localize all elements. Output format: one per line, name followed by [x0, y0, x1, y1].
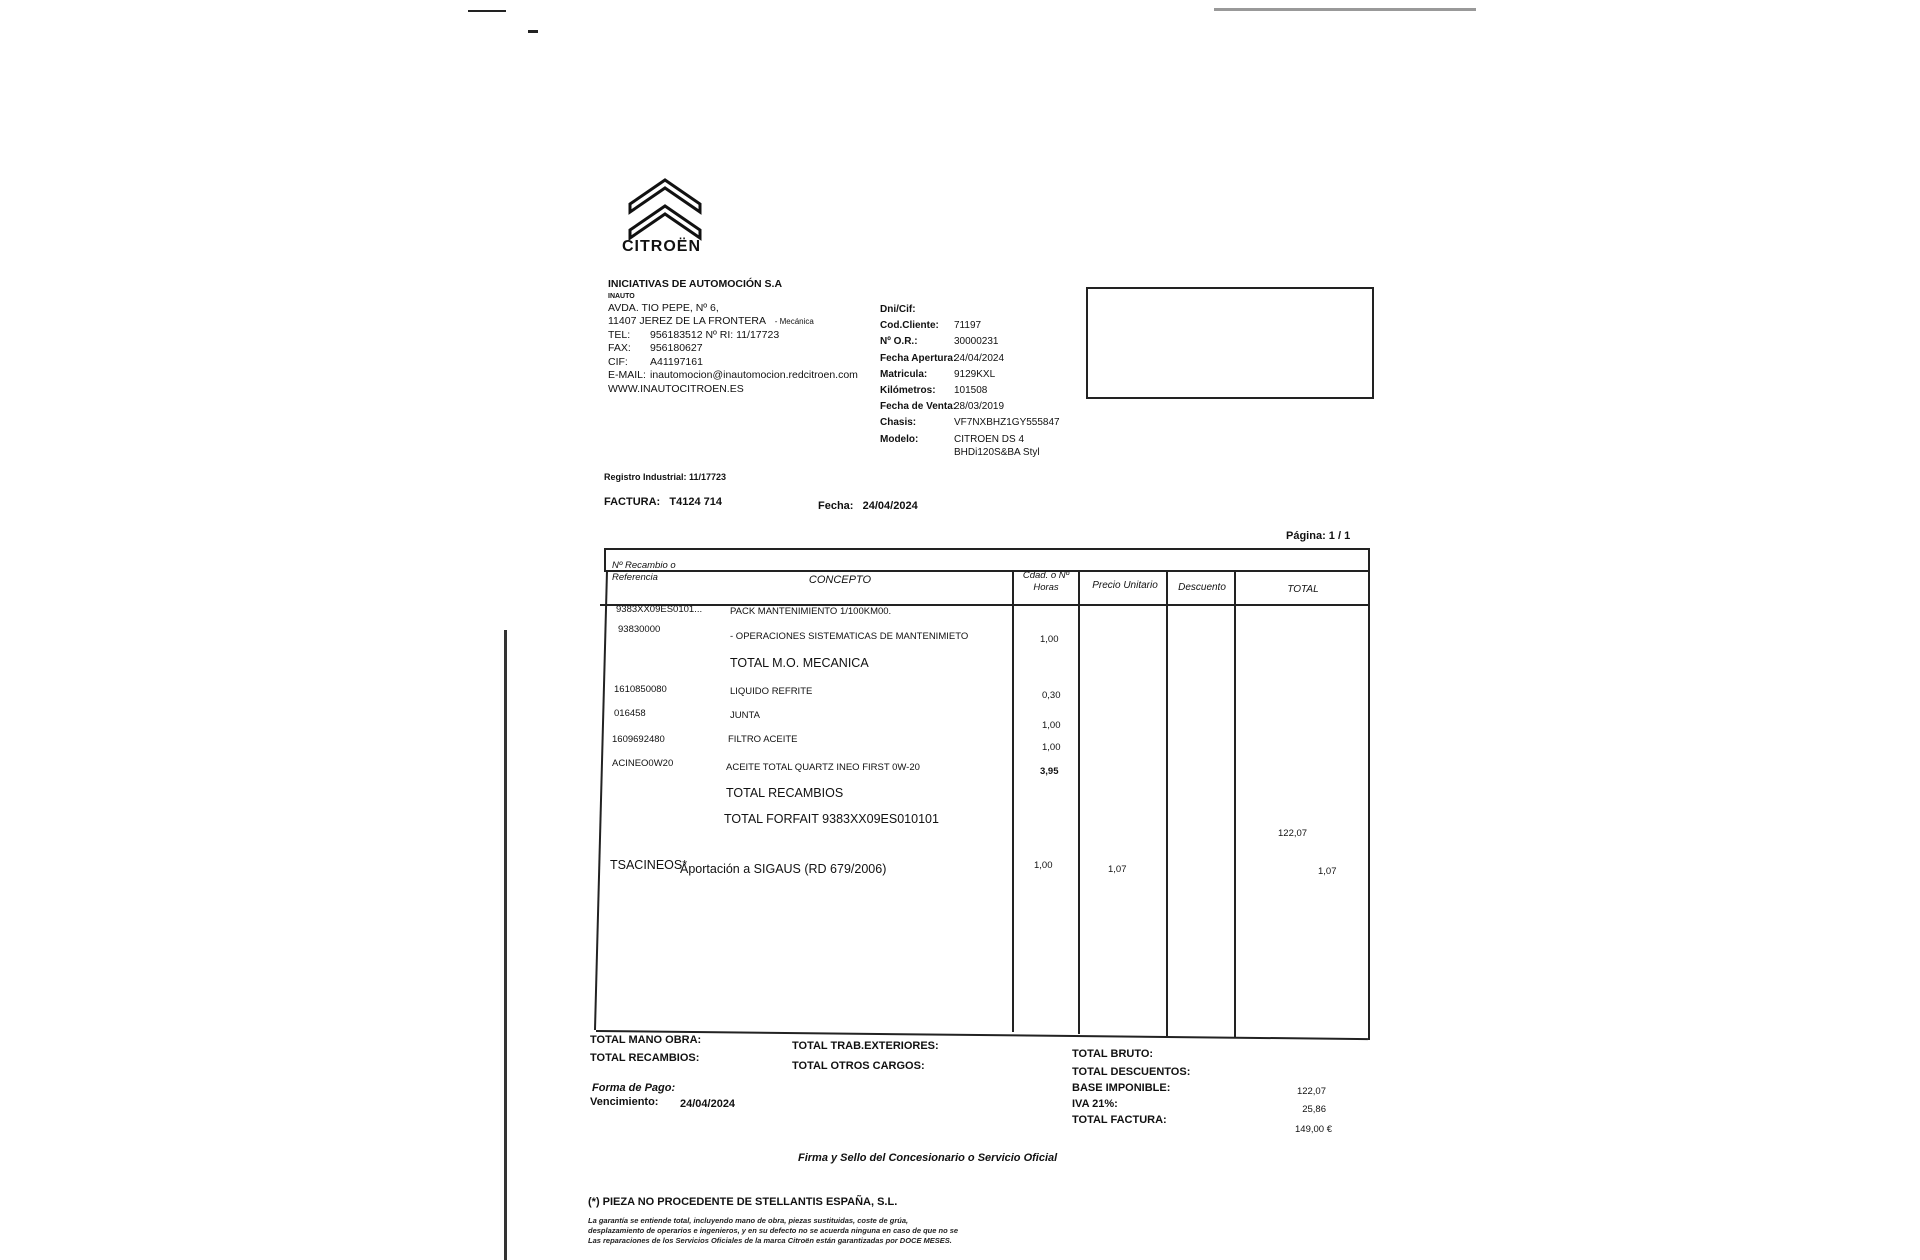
base-imponible-value: 122,07 — [1296, 1086, 1326, 1097]
row-concepto: JUNTA — [730, 710, 760, 721]
scan-artifact-mark — [528, 30, 538, 33]
col-divider-concepto — [1012, 570, 1014, 1032]
header-cantidad: Cdad. o Nº Horas — [1022, 570, 1070, 593]
vehicle-value: 71197 — [954, 320, 982, 332]
table-header-bottom — [600, 604, 1370, 606]
row-cantidad: 1,00 — [1040, 634, 1059, 645]
iva-value: 25,86 — [1302, 1104, 1326, 1115]
vehicle-model-line2: BHDi120S&BA Styl — [954, 446, 1040, 458]
total-mano-obra-label: TOTAL MANO OBRA: — [590, 1034, 702, 1046]
total-trab-ext-label: TOTAL TRAB.EXTERIORES: — [792, 1040, 939, 1052]
vencimiento-value: 24/04/2024 — [680, 1098, 736, 1110]
row-concepto: TOTAL RECAMBIOS — [726, 786, 844, 800]
total-factura-label: TOTAL FACTURA: — [1072, 1114, 1167, 1126]
row-ref: TSACINEOS* — [610, 858, 688, 872]
row-concepto: FILTRO ACEITE — [728, 734, 798, 745]
row-ref: 1609692480 — [612, 734, 665, 745]
col-divider-descuento — [1234, 570, 1236, 1038]
header-ref: Nº Recambio o Referencia — [612, 560, 676, 583]
row-cantidad: 1,00 — [1042, 720, 1061, 731]
factura-label: FACTURA: — [604, 496, 661, 508]
table-border-right-top — [1368, 548, 1370, 572]
base-imponible-label: BASE IMPONIBLE: — [1072, 1082, 1171, 1094]
invoice-date — [818, 500, 918, 512]
total-factura-value: 149,00 € — [1295, 1124, 1332, 1135]
row-cantidad: 0,30 — [1042, 690, 1061, 701]
vehicle-label: Fecha de Venta: — [880, 401, 957, 413]
fecha-label: Fecha: — [818, 500, 854, 512]
page-left-edge — [504, 630, 507, 1260]
table-top-border — [604, 548, 1370, 550]
row-total: 122,07 — [1278, 828, 1308, 839]
row-concepto: - OPERACIONES SISTEMATICAS DE MANTENIMIETO — [730, 631, 969, 642]
row-ref: ACINEO0W20 — [612, 758, 674, 769]
company-info — [608, 278, 858, 396]
vehicle-value: CITROEN DS 4 — [954, 433, 1025, 445]
row-ref: 93830000 — [618, 624, 661, 635]
scan-artifact-top-left — [468, 10, 506, 12]
row-concepto: Aportación a SIGAUS (RD 679/2006) — [680, 862, 887, 876]
row-concepto: TOTAL M.O. MECANICA — [730, 656, 869, 670]
col-divider-precio — [1166, 570, 1168, 1036]
vehicle-value: 9129KXL — [954, 368, 996, 380]
scan-artifact-top-right — [1214, 8, 1476, 11]
page-count: Página: 1 / 1 — [1286, 530, 1351, 542]
vehicle-value: 101508 — [954, 385, 988, 397]
customer-address-box — [1086, 287, 1374, 399]
header-descuento: Descuento — [1178, 582, 1226, 593]
tel-label: TEL: — [608, 328, 631, 341]
total-descuentos-label: TOTAL DESCUENTOS: — [1072, 1066, 1191, 1078]
row-ref: 1610850080 — [614, 684, 667, 695]
row-precio: 1,07 — [1108, 864, 1127, 875]
forma-pago-label: Forma de Pago: — [592, 1082, 676, 1094]
company-sub: INAUTO — [608, 292, 635, 300]
fecha-value: 24/04/2024 — [862, 500, 918, 512]
company-web: WWW.INAUTOCITROEN.ES — [608, 382, 744, 395]
vehicle-info — [880, 302, 1060, 458]
brand-name: CITROËN — [622, 238, 701, 255]
vehicle-label: Nº O.R.: — [880, 336, 918, 348]
vehicle-value: 28/03/2019 — [954, 401, 1005, 413]
row-concepto: LIQUIDO REFRITE — [730, 686, 813, 697]
row-concepto: TOTAL FORFAIT 9383XX09ES010101 — [724, 812, 939, 826]
total-otros-label: TOTAL OTROS CARGOS: — [792, 1060, 925, 1072]
vehicle-value: VF7NXBHZ1GY555847 — [954, 417, 1060, 429]
vehicle-value: 24/04/2024 — [954, 352, 1005, 364]
table-border-left — [594, 570, 608, 1030]
guarantee-text-2: desplazamiento de operarios e ingenieros, y en su defecto no se acuerda ninguna en caso de que no se — [588, 1226, 959, 1235]
vehicle-label: Dni/Cif: — [880, 304, 916, 315]
table-border-left-top — [604, 548, 606, 572]
vencimiento-label: Vencimiento: — [590, 1096, 659, 1108]
row-cantidad: 3,95 — [1040, 766, 1059, 777]
company-address: AVDA. TIO PEPE, Nº 6, — [608, 301, 719, 314]
table-bottom-border — [596, 1030, 1368, 1040]
col-divider-cant — [1078, 570, 1080, 1034]
fax-label: FAX: — [608, 342, 631, 354]
row-ref: 9383XX09ES0101... — [616, 604, 703, 615]
header-precio: Precio Unitario — [1092, 580, 1158, 591]
cif-label: CIF: — [608, 355, 628, 368]
vehicle-label: Chasis: — [880, 417, 917, 429]
signature-caption: Firma y Sello del Concesionario o Servicio Oficial — [798, 1152, 1058, 1164]
company-city: 11407 JEREZ DE LA FRONTERA — [608, 315, 766, 327]
guarantee-text-1: La garantía se entiende total, incluyendo mano de obra, piezas sustituidas, coste de grúa, — [588, 1216, 909, 1225]
factura-value: T4124 714 — [669, 496, 722, 508]
row-cantidad: 1,00 — [1042, 742, 1061, 753]
vehicle-label: Cod.Cliente: — [880, 320, 939, 332]
guarantee-text-3: Las reparaciones de los Servicios Oficiales de la marca Citroën están garantizadas por DOCE MESES. — [588, 1236, 952, 1245]
row-total: 1,07 — [1318, 866, 1337, 877]
total-recambios-label: TOTAL RECAMBIOS: — [590, 1052, 700, 1064]
vehicle-value: 30000231 — [954, 336, 999, 348]
fax-value: 956180627 — [650, 342, 703, 354]
pieza-note: (*) PIEZA NO PROCEDENTE DE STELLANTIS ESPAÑA, S.L. — [588, 1196, 898, 1208]
header-total: TOTAL — [1287, 584, 1319, 595]
registro-industrial: Registro Industrial: 11/17723 — [604, 472, 727, 482]
row-concepto: PACK MANTENIMIENTO 1/100KM00. — [730, 606, 892, 617]
vehicle-label: Kilómetros: — [880, 385, 936, 397]
cif-value: A41197161 — [650, 355, 703, 368]
row-concepto: ACEITE TOTAL QUARTZ INEO FIRST 0W-20 — [726, 762, 920, 773]
vehicle-label: Matricula: — [880, 368, 928, 380]
invoice-number — [604, 496, 722, 508]
vehicle-label: Modelo: — [880, 433, 919, 445]
row-ref: 016458 — [614, 708, 646, 719]
table-border-right — [1368, 570, 1370, 1040]
table-header-top — [604, 570, 1370, 572]
vehicle-label: Fecha Apertura: — [880, 352, 957, 364]
company-dept: - Mecánica — [774, 317, 814, 326]
iva-label: IVA 21%: — [1072, 1098, 1118, 1110]
email-label: E-MAIL: — [608, 369, 646, 381]
tel-value: 956183512 Nº RI: 11/17723 — [650, 328, 780, 341]
email-value: inautomocion@inautomocion.redcitroen.com — [650, 369, 858, 381]
company-name: INICIATIVAS DE AUTOMOCIÓN S.A — [608, 278, 783, 290]
row-cantidad: 1,00 — [1034, 860, 1053, 871]
header-concepto: CONCEPTO — [808, 574, 872, 586]
total-bruto-label: TOTAL BRUTO: — [1072, 1048, 1154, 1060]
